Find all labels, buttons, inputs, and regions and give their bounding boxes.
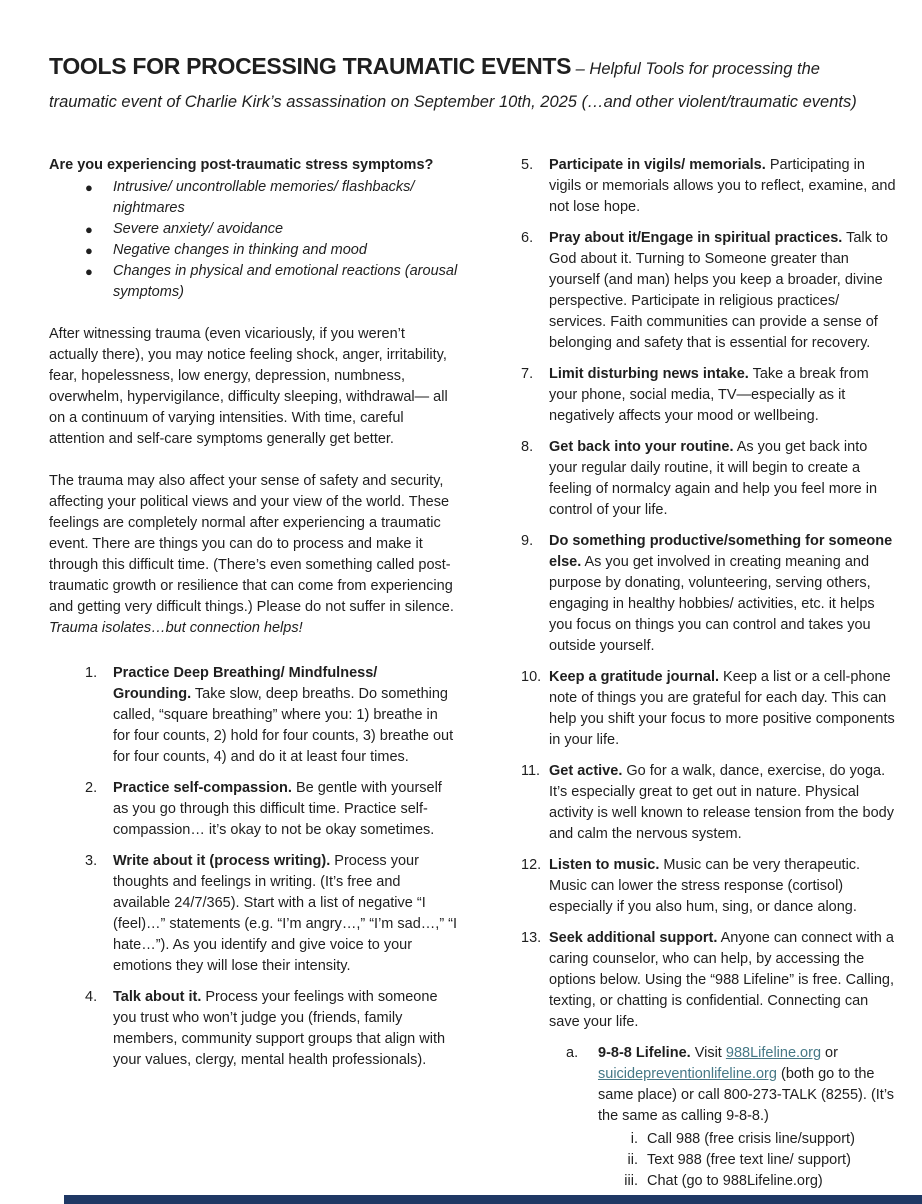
item-text: Music can be very therapeutic. Music can lower the stress response (cortisol) especially if you also hum, sing, or dance along. [549,857,861,915]
item-text: Text 988 (free text line/ support) [647,1152,851,1168]
list-roman-number: iii. [624,1173,638,1189]
list-number: 12. [521,857,542,873]
symptoms-question-heading: Are you experiencing post-traumatic stress symptoms? [49,157,434,173]
item-text: Process your feelings with someone you trust who won’t judge you (friends, family members, community support groups that align with your values, clergy, mental health professionals). [113,989,446,1068]
list-number: 6. [521,230,534,246]
bullet-icon: ● [85,222,93,237]
document-title-block [49,50,897,119]
paragraph-text: The trauma may also affect your sense of safety and security, affecting your political views and your view of the world. These feelings are completely normal after experiencing a traumatic event. There are things you can do to process and make it through this difficult time. (There’s even something called post-traumatic growth or resilience that can come from experiencing and getting very difficult things.) Please do not suffer in silence. [49,473,454,615]
item-text: Take a break from your phone, social media, TV—especially as it negatively affects your mood or wellbeing. [549,366,869,424]
item-text: Go for a walk, dance, exercise, do yoga. It’s especially great to get out in nature. Physical activity is well known to release tension from the body and calm the nervous system. [549,763,894,842]
list-item [49,851,458,977]
list-number: 11. [521,763,541,779]
item-lead: Participate in vigils/ memorials. [549,157,766,173]
item-text: Take slow, deep breaths. Do something called, “square breathing” where you: 1) breathe in for four counts, 2) hold for four counts, 3) breathe out for four counts, 4) and do it at least four times. [113,686,454,765]
bullet-text: Severe anxiety/ avoidance [113,221,284,237]
item-text: As you get involved in creating meaning and purpose by donating, volunteering, serving others, engaging in healthy hobbies/ activities, etc. it helps you focus on things you can control and takes you outside yourself. [549,554,875,654]
sub-item-988-lifeline [549,1043,897,1192]
bullet-text: Changes in physical and emotional reactions (arousal symptoms) [113,263,458,300]
list-number: 5. [521,157,534,173]
page-subtitle-line2: traumatic event of Charlie Kirk’s assassination on September 10th, 2025 (…and other violent/traumatic events) [49,93,857,111]
list-item [598,1129,897,1150]
item-text: (both go to the same place) or call 800-273-TALK (8255). (It’s the same as calling 9-8-8.) [598,1066,895,1124]
item-lead: Talk about it. [113,989,202,1005]
list-item [488,364,897,427]
list-number: 4. [85,989,98,1005]
paragraph-italic-close: Trauma isolates…but connection helps! [49,620,303,636]
bullet-icon: ● [85,264,93,279]
list-roman-number: ii. [627,1152,638,1168]
item-text: Participating in vigils or memorials allows you to reflect, examine, and not lose hope. [549,157,896,215]
list-item [488,228,897,354]
list-number: 9. [521,533,534,549]
item-lead: Limit disturbing news intake. [549,366,749,382]
item-text: Be gentle with yourself as you go through this difficult time. Practice self-compassion… it’s okay to not be okay sometimes. [113,780,442,838]
page-title: TOOLS FOR PROCESSING TRAUMATIC EVENTS [49,53,572,79]
roman-sublist [598,1129,897,1192]
item-lead: Get active. [549,763,623,779]
symptoms-bullet-list [49,177,458,303]
item-text: Keep a list or a cell-phone note of things you are grateful for each day. This can help you shift your focus to more positive components in your life. [549,669,895,748]
list-item [49,219,458,240]
item-lead: Listen to music. [549,857,660,873]
bullet-text: Negative changes in thinking and mood [113,242,367,258]
list-item [488,437,897,521]
list-item [49,663,458,768]
list-number: 7. [521,366,534,382]
list-number: 3. [85,853,98,869]
list-item [488,761,897,845]
list-item [598,1150,897,1171]
tools-list-5-13 [488,155,897,1192]
item-text: Chat (go to 988Lifeline.org) [647,1173,823,1189]
item-text: Call 988 (free crisis line/support) [647,1131,855,1147]
paragraph-trauma-effects [49,471,458,639]
item-lead: Practice self-compassion. [113,780,292,796]
paragraph-trauma-reactions: After witnessing trauma (even vicariously, if you weren’t actually there), you may notice feeling shock, anger, irritability, fear, hopelessness, low energy, depression, numbness, overwhelm, hypervigilance, difficulty sleeping, withdrawal— all on a continuum of varying intensities. With time, careful attention and self-care symptoms generally get better. [49,326,448,447]
item-text: As you get back into your regular daily routine, it will begin to create a feeling of normalcy again and help you feel more in control of your life. [549,439,878,518]
list-number: 13. [521,930,542,946]
list-number: 2. [85,780,98,796]
link-988lifeline[interactable]: 988Lifeline.org [725,1045,822,1061]
list-item [49,240,458,261]
left-column [49,155,458,1202]
tools-list-1-4 [49,663,458,1071]
item-lead: Do something productive/something for someone else. [549,533,893,570]
item-lead: Keep a gratitude journal. [549,669,719,685]
list-item [598,1171,897,1192]
list-item [488,928,897,1192]
item-lead: Seek additional support. [549,930,718,946]
bullet-icon: ● [85,243,93,258]
item-lead: Write about it (process writing). [113,853,331,869]
bullet-text: Intrusive/ uncontrollable memories/ flashbacks/ nightmares [113,179,415,216]
list-item [488,531,897,657]
list-number: 8. [521,439,534,455]
bullet-icon: ● [85,180,93,195]
item-lead: Pray about it/Engage in spiritual practices. [549,230,843,246]
item-text: Visit [694,1045,722,1061]
list-item [488,667,897,751]
item-text: Talk to God about it. Turning to Someone greater than yourself (and man) helps you keep a broader, divine perspective. Participate in religious practices/ services. Faith communities can provide a sense of belonging and safety that is essential for recovery. [549,230,889,351]
list-letter: a. [566,1045,579,1061]
list-item [49,177,458,219]
list-item [488,155,897,218]
item-text: Process your thoughts and feelings in writing. (It’s free and available 24/7/365). Start with a list of negative “I (feel)…” statements (e.g. “I’m angry…,” “I’m sad…,” “I hate…”). As you identify and give voice to your emotions they will lose their intensity. [113,853,458,974]
list-number: 1. [85,665,98,681]
list-item [49,261,458,303]
item-lead: Practice Deep Breathing/ Mindfulness/ Grounding. [113,665,378,702]
item-lead: 9-8-8 Lifeline. [598,1045,691,1061]
item-text: or [825,1045,838,1061]
list-item [49,778,458,841]
list-item [488,855,897,918]
list-item [49,987,458,1071]
two-column-layout [49,155,897,1202]
item-text: Anyone can connect with a caring counselor, who can help, by accessing the options below. Using the “988 Lifeline” is free. Calling, texting, or chatting is confidential. Connecting can save your life. [549,930,894,1030]
document-content [49,50,897,1202]
list-number: 10. [521,669,542,685]
right-column [488,155,897,1202]
item-lead: Get back into your routine. [549,439,734,455]
link-suicidepreventionlifeline[interactable]: suicidepreventionlifeline.org [598,1066,777,1082]
page-subtitle-line1: – Helpful Tools for processing the [575,60,820,78]
list-roman-number: i. [630,1131,638,1147]
footer-accent-bar [64,1195,922,1204]
